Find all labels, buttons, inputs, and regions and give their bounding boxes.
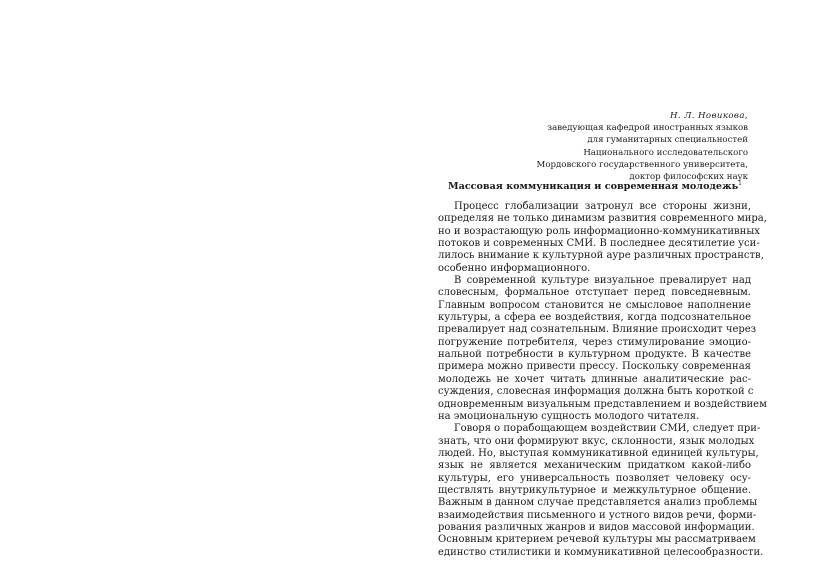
author-affiliation-line: заведующая кафедрой иностранных языков	[547, 123, 748, 134]
text-line: молодежь не хочет читать длинные аналитические рас-	[438, 373, 751, 385]
text-line: словесным, формальное отступает перед повседневным.	[438, 287, 751, 299]
text-line: особенно информационного.	[438, 262, 591, 274]
text-line: взаимодействия письменного и устного видов речи, форми-	[438, 509, 757, 521]
text-line: определяя не только динамизм развития современного мира,	[438, 213, 767, 225]
text-line: Важным в данном случае представляется анализ проблемы	[438, 497, 758, 509]
text-line: ществлять внутрикультурное и межкультурное общение.	[438, 484, 751, 496]
paragraph-1	[438, 201, 767, 275]
text-line: Главным вопросом становится не смысловое наполнение	[438, 299, 751, 311]
article-title-text: Массовая коммуникация и современная молодежь	[448, 181, 739, 193]
text-line: суждения, словесная информация должна быть короткой с	[438, 386, 754, 398]
text-line: единство стилистики и коммуникативной целесообразности.	[438, 546, 764, 558]
author-affiliation-line: Мордовского государственного университета,	[536, 159, 748, 170]
article-title	[440, 178, 750, 193]
article-body	[438, 195, 767, 559]
text-line: В современной культуре визуальное превалирует над	[454, 275, 751, 287]
paragraph-2	[438, 275, 767, 423]
text-line: рования различных жанров и видов массовой информации.	[438, 521, 755, 533]
author-affiliation-line: Национального исследовательского	[583, 147, 748, 158]
author-degree-line: доктор философских наук	[629, 172, 748, 183]
text-line: погружение потребителя, через стимулирование эмоцио-	[438, 336, 751, 348]
text-line: на эмоциональную сущность молодого читателя.	[438, 410, 700, 422]
text-line: Говоря о порабощающем воздействии СМИ, следует при-	[454, 423, 761, 435]
author-affiliation-block	[448, 110, 748, 183]
footnote-mark: 1	[738, 180, 742, 187]
text-line: Основным критерием речевой культуры мы рассматриваем	[438, 534, 756, 546]
paragraph-3	[438, 423, 764, 559]
text-line: превалирует над сознательным. Влияние происходит через	[438, 324, 757, 336]
text-line: культуры, его универсальность позволяет человеку осу-	[438, 472, 751, 484]
text-line: знать, что они формируют вкус, склонности, язык молодых	[438, 435, 755, 447]
author-affiliation-line: для гуманитарных специальностей	[587, 135, 748, 146]
text-line: потоков и современных СМИ. В последнее десятилетие уси-	[438, 238, 760, 250]
text-line: но и возрастающую роль информационно-коммуникативных	[438, 225, 760, 237]
text-line: нальной потребности в культурном продукте. В качестве	[438, 349, 751, 361]
text-line: людей. Но, выступая коммуникативной единицей культуры,	[438, 447, 759, 459]
text-line: культуры, а сфера ее воздействия, когда подсознательное	[438, 312, 751, 324]
text-line: Процесс глобализации затронул все стороны жизни,	[454, 201, 751, 212]
author-name: Н. Л. Новикова,	[670, 111, 748, 121]
text-line: примера можно привести прессу. Поскольку современная	[438, 361, 751, 373]
text-line: одновременным визуальным представлением и воздействием	[438, 398, 767, 410]
text-line: язык не является механическим придатком какой-либо	[438, 460, 751, 472]
text-line: лилось внимание к культурной ауре различных пространств,	[438, 250, 764, 262]
